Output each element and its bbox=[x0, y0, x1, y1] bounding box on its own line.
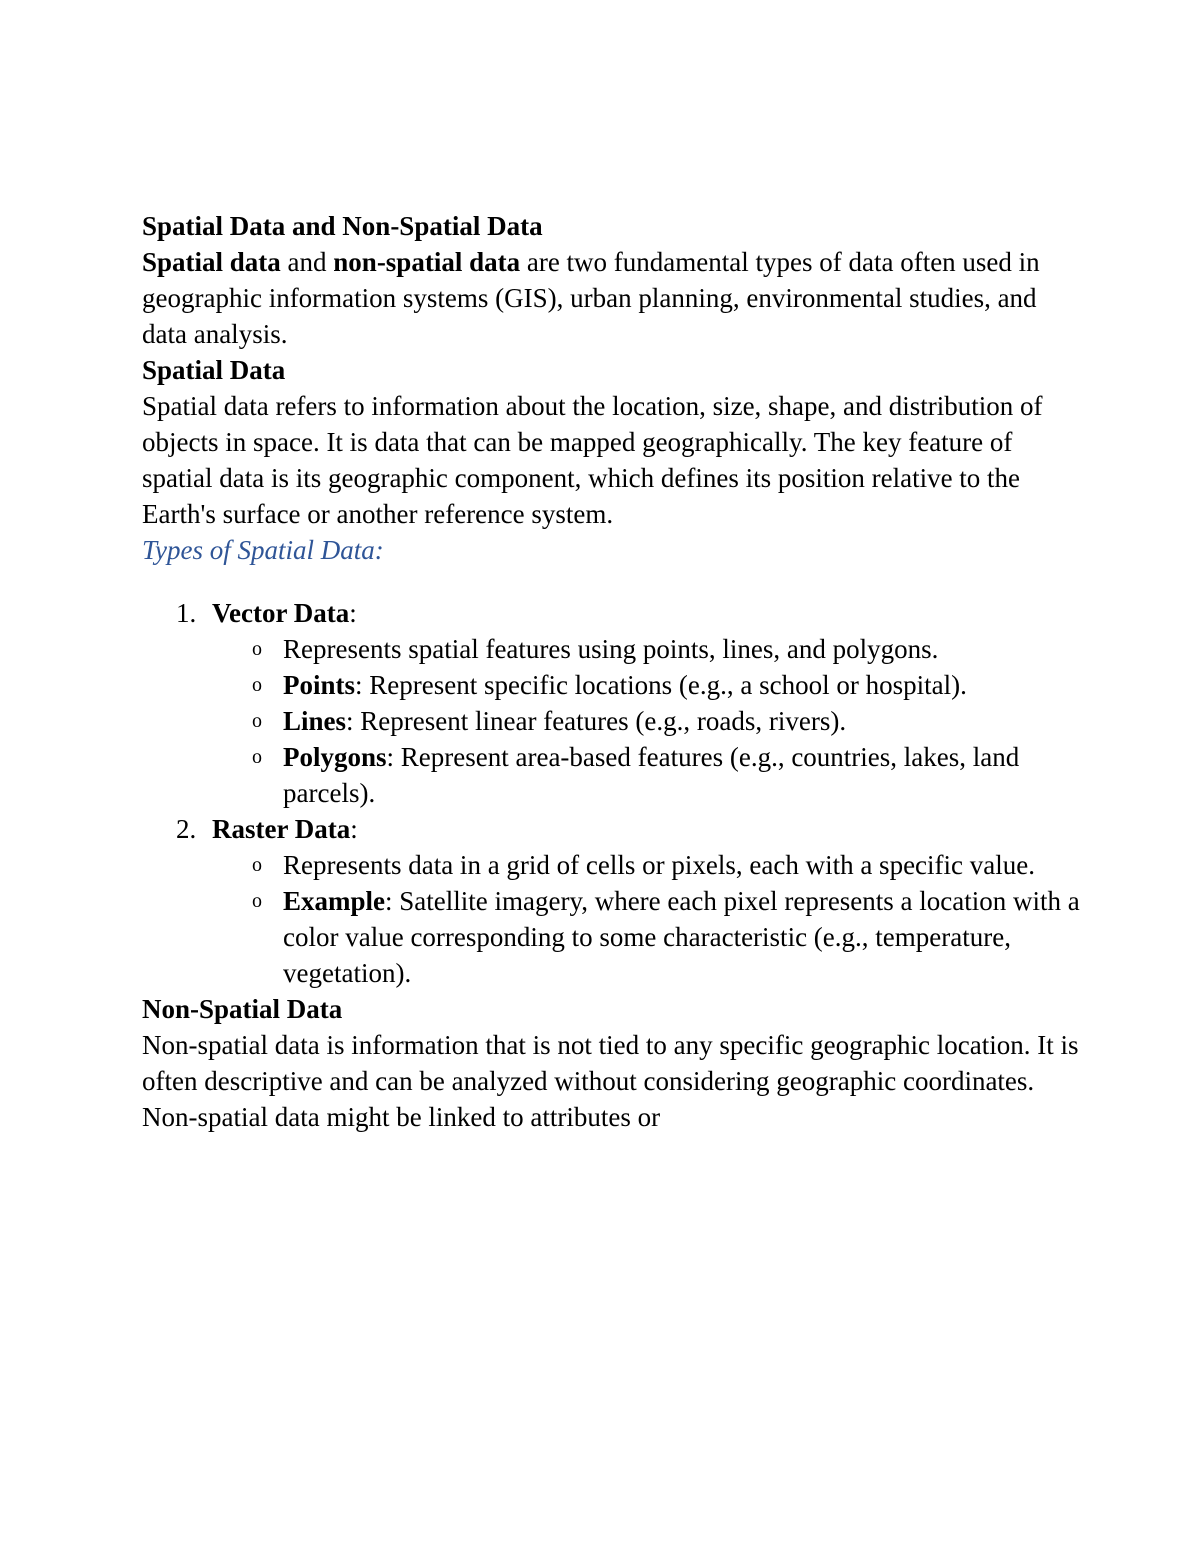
non-spatial-data-definition: Non-spatial data is information that is not tied to any specific geographic location. It is often descriptive and can be analyzed without considering geographic coordinates. Non-spatial data might be linked to attributes or bbox=[142, 1030, 1079, 1132]
sub-item-text: Represents spatial features using points, lines, and polygons. bbox=[283, 634, 939, 664]
document-title: Spatial Data and Non-Spatial Data bbox=[142, 211, 543, 241]
sub-item-text: : Represent specific locations (e.g., a school or hospital). bbox=[355, 670, 967, 700]
sub-item-text: : Represent linear features (e.g., roads, rivers). bbox=[346, 706, 847, 736]
intro-rest: are two fundamental types of data often used in geographic information systems (GIS), urban planning, environmental studies, and data analysis. bbox=[142, 247, 1040, 349]
sub-item bbox=[212, 739, 1082, 811]
spatial-data-definition: Spatial data refers to information about the location, size, shape, and distribution of objects in space. It is data that can be mapped geographically. The key feature of spatial data is its geographic component, which defines its position relative to the Earth's surface or another reference system. bbox=[142, 391, 1043, 529]
spatial-data-heading: Spatial Data bbox=[142, 355, 286, 385]
sub-item-bold: Polygons bbox=[283, 742, 387, 772]
raster-data-label: Raster Data bbox=[212, 814, 351, 844]
label-colon: : bbox=[350, 814, 358, 844]
circle-bullet-icon: o bbox=[252, 890, 262, 912]
circle-bullet-icon: o bbox=[252, 854, 262, 876]
sub-item bbox=[212, 883, 1082, 991]
non-spatial-data-heading: Non-Spatial Data bbox=[142, 994, 343, 1024]
intro-term-spatial: Spatial data bbox=[142, 247, 281, 277]
sub-item bbox=[212, 667, 1082, 703]
raster-data-sublist bbox=[212, 847, 1082, 991]
sub-item bbox=[212, 847, 1082, 883]
list-number: 2. bbox=[176, 814, 197, 844]
circle-bullet-icon: o bbox=[252, 674, 262, 696]
intro-term-nonspatial: non-spatial data bbox=[333, 247, 521, 277]
document-page bbox=[142, 208, 1082, 1135]
sub-item-bold: Lines bbox=[283, 706, 347, 736]
types-of-spatial-data-heading: Types of Spatial Data: bbox=[142, 535, 384, 565]
vector-data-sublist bbox=[212, 631, 1082, 811]
intro-paragraph bbox=[142, 244, 1082, 352]
sub-item bbox=[212, 631, 1082, 667]
sub-item bbox=[212, 703, 1082, 739]
sub-item-text: Represents data in a grid of cells or pixels, each with a specific value. bbox=[283, 850, 1035, 880]
label-colon: : bbox=[349, 598, 357, 628]
vector-data-label: Vector Data bbox=[212, 598, 350, 628]
list-number: 1. bbox=[176, 598, 197, 628]
sub-item-bold: Example bbox=[283, 886, 386, 916]
list-item-raster-data bbox=[142, 811, 1082, 991]
sub-item-bold: Points bbox=[283, 670, 356, 700]
circle-bullet-icon: o bbox=[252, 638, 262, 660]
sub-item-text: : Represent area-based features (e.g., countries, lakes, land parcels). bbox=[283, 742, 1020, 808]
circle-bullet-icon: o bbox=[252, 746, 262, 768]
sub-item-text: : Satellite imagery, where each pixel represents a location with a color value corresponding to some characteristic (e.g., temperature, vegetation). bbox=[283, 886, 1080, 988]
intro-and: and bbox=[280, 247, 334, 277]
list-item-vector-data bbox=[142, 595, 1082, 811]
spatial-data-types-list bbox=[142, 595, 1082, 991]
circle-bullet-icon: o bbox=[252, 710, 262, 732]
